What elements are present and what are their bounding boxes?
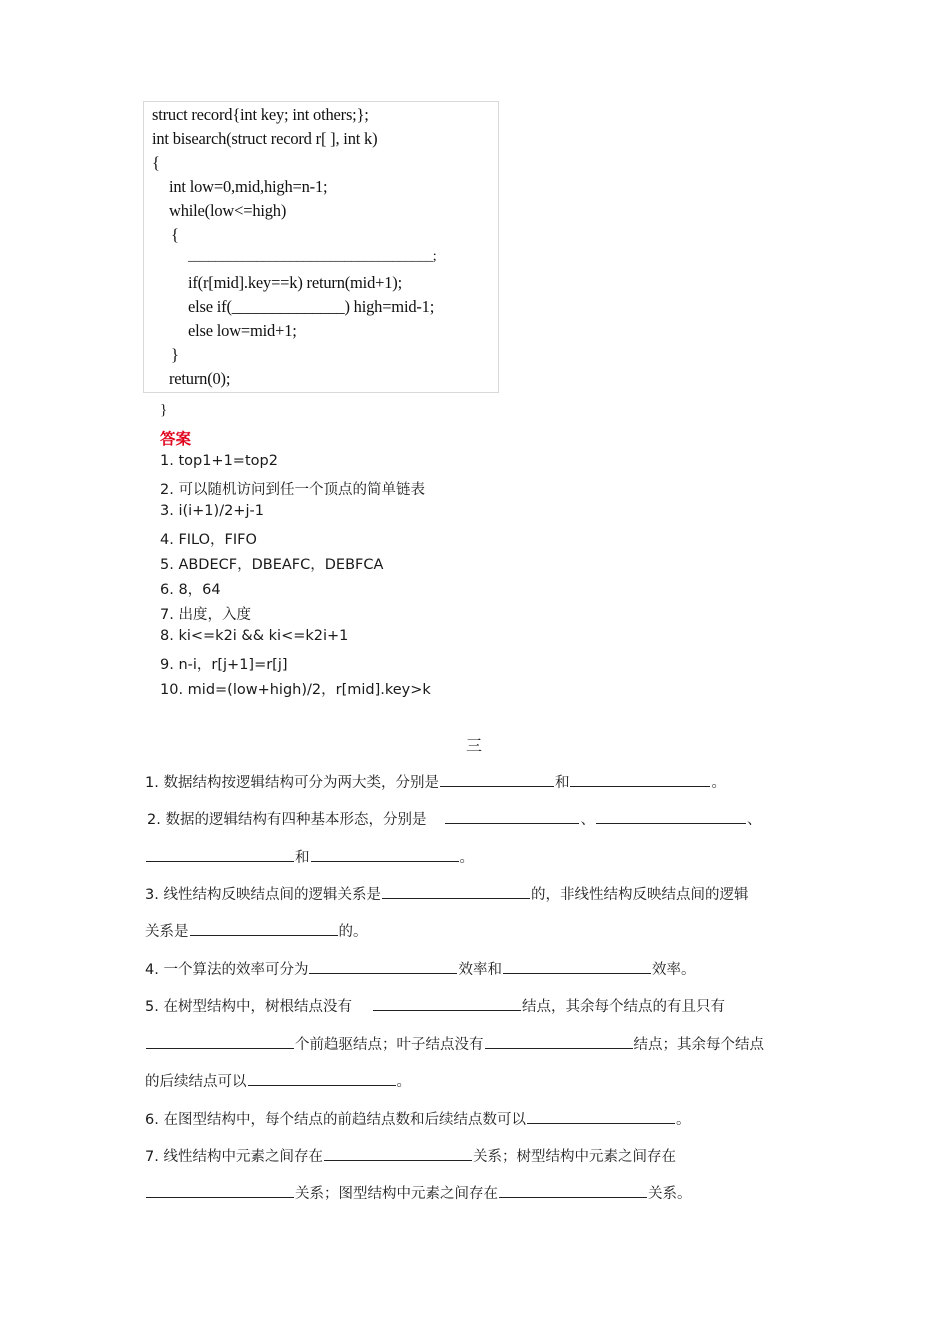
- question-4: [145, 958, 695, 979]
- answer-blank: [146, 847, 294, 862]
- answer-blank: [190, 921, 338, 936]
- code-line: int bisearch(struct record r[ ], int k): [152, 129, 378, 148]
- question-text: 个前趋驱结点；叶子结点没有: [295, 1037, 484, 1053]
- question-text: 1. 数据结构按逻辑结构可分为两大类，分别是: [145, 775, 439, 791]
- question-5-line-3: [145, 1070, 411, 1091]
- question-text: 、: [746, 812, 762, 828]
- question-text: 和: [554, 775, 570, 791]
- answer-item: 7. 出度，入度: [160, 607, 251, 623]
- answer-item: 1. top1+1=top2: [160, 453, 278, 469]
- answer-blank: [146, 1034, 294, 1049]
- question-2-line-2: [145, 846, 474, 867]
- question-3-line-1: [145, 883, 748, 904]
- answer-item: 8. ki<=k2i && ki<=k2i+1: [160, 628, 349, 644]
- code-snippet-box: [143, 101, 499, 393]
- question-text: 的后续结点可以: [145, 1074, 247, 1090]
- question-text: 关系。: [648, 1186, 692, 1202]
- code-line: else low=mid+1;: [188, 321, 297, 340]
- question-text: 效率和: [458, 962, 502, 978]
- question-5-line-1: [145, 995, 725, 1016]
- question-text: 和: [295, 850, 310, 866]
- question-text: 。: [396, 1074, 411, 1090]
- question-text: 效率。: [651, 962, 696, 978]
- question-2-line-1: [147, 808, 761, 829]
- question-text: 、: [580, 812, 595, 828]
- question-7-line-2: [145, 1182, 692, 1203]
- answer-blank: [485, 1034, 633, 1049]
- answer-item: 6. 8，64: [160, 582, 221, 598]
- question-text: 关系；图型结构中元素之间存在: [295, 1186, 498, 1202]
- answer-blank: [570, 772, 710, 787]
- question-text: 关系；树型结构中元素之间存在: [472, 1149, 676, 1165]
- answer-blank: [503, 959, 651, 974]
- question-text: 结点，其余每个结点的有且只有: [521, 999, 725, 1015]
- question-text: 7. 线性结构中元素之间存在: [145, 1149, 323, 1165]
- answer-blank: [324, 1146, 472, 1161]
- answer-blank: [382, 884, 530, 899]
- question-text: 。: [675, 1112, 691, 1128]
- code-line: ____________________________________;: [188, 249, 437, 264]
- answer-blank: [309, 959, 457, 974]
- question-text: 6. 在图型结构中，每个结点的前趋结点数和后续结点数可以: [145, 1112, 526, 1128]
- answer-item: 9. n-i，r[j+1]=r[j]: [160, 657, 288, 673]
- code-line: int low=0,mid,high=n-1;: [169, 177, 328, 196]
- question-5-line-2: [145, 1033, 764, 1054]
- code-line: struct record{int key; int others;};: [152, 105, 369, 124]
- question-text: 的，非线性结构反映结点间的逻辑: [530, 887, 749, 903]
- question-text: 3. 线性结构反映结点间的逻辑关系是: [145, 887, 381, 903]
- answer-blank: [499, 1183, 647, 1198]
- answer-blank: [596, 809, 746, 824]
- question-6: [145, 1108, 690, 1129]
- code-line: return(0);: [169, 369, 231, 388]
- question-3-line-2: [145, 920, 368, 941]
- code-line: {: [152, 153, 160, 172]
- code-line: {: [171, 225, 179, 244]
- code-line: else if(______________) high=mid-1;: [188, 297, 435, 316]
- code-line: if(r[mid].key==k) return(mid+1);: [188, 273, 402, 292]
- answer-blank: [146, 1183, 294, 1198]
- question-text: 的。: [338, 924, 368, 940]
- answer-item: 5. ABDECF，DBEAFC，DEBFCA: [160, 557, 384, 573]
- question-7-line-1: [145, 1145, 676, 1166]
- answer-blank: [373, 996, 521, 1011]
- question-text: 结点；其余每个结点: [633, 1037, 764, 1053]
- question-text: 。: [711, 775, 726, 791]
- section-heading: 三: [466, 736, 483, 755]
- answer-item: 3. i(i+1)/2+j-1: [160, 503, 264, 519]
- answers-heading: 答案: [160, 430, 192, 448]
- answer-blank: [248, 1071, 396, 1086]
- answer-item: 2. 可以随机访问到任一个顶点的简单链表: [160, 482, 425, 498]
- answer-item: 10. mid=(low+high)/2，r[mid].key>k: [160, 682, 431, 698]
- question-text: 5. 在树型结构中，树根结点没有: [145, 999, 352, 1015]
- answer-item: 4. FILO，FIFO: [160, 532, 257, 548]
- code-line: while(low<=high): [169, 201, 287, 220]
- question-text: 关系是: [145, 924, 189, 940]
- answer-blank: [527, 1109, 675, 1124]
- question-1: [145, 771, 726, 792]
- question-text: 。: [459, 850, 474, 866]
- question-text: 2. 数据的逻辑结构有四种基本形态，分别是: [147, 812, 427, 828]
- answer-blank: [445, 809, 579, 824]
- answer-blank: [440, 772, 554, 787]
- answer-blank: [311, 847, 459, 862]
- closing-brace: }: [160, 402, 168, 418]
- question-text: 4. 一个算法的效率可分为: [145, 962, 309, 978]
- code-line: }: [171, 345, 179, 364]
